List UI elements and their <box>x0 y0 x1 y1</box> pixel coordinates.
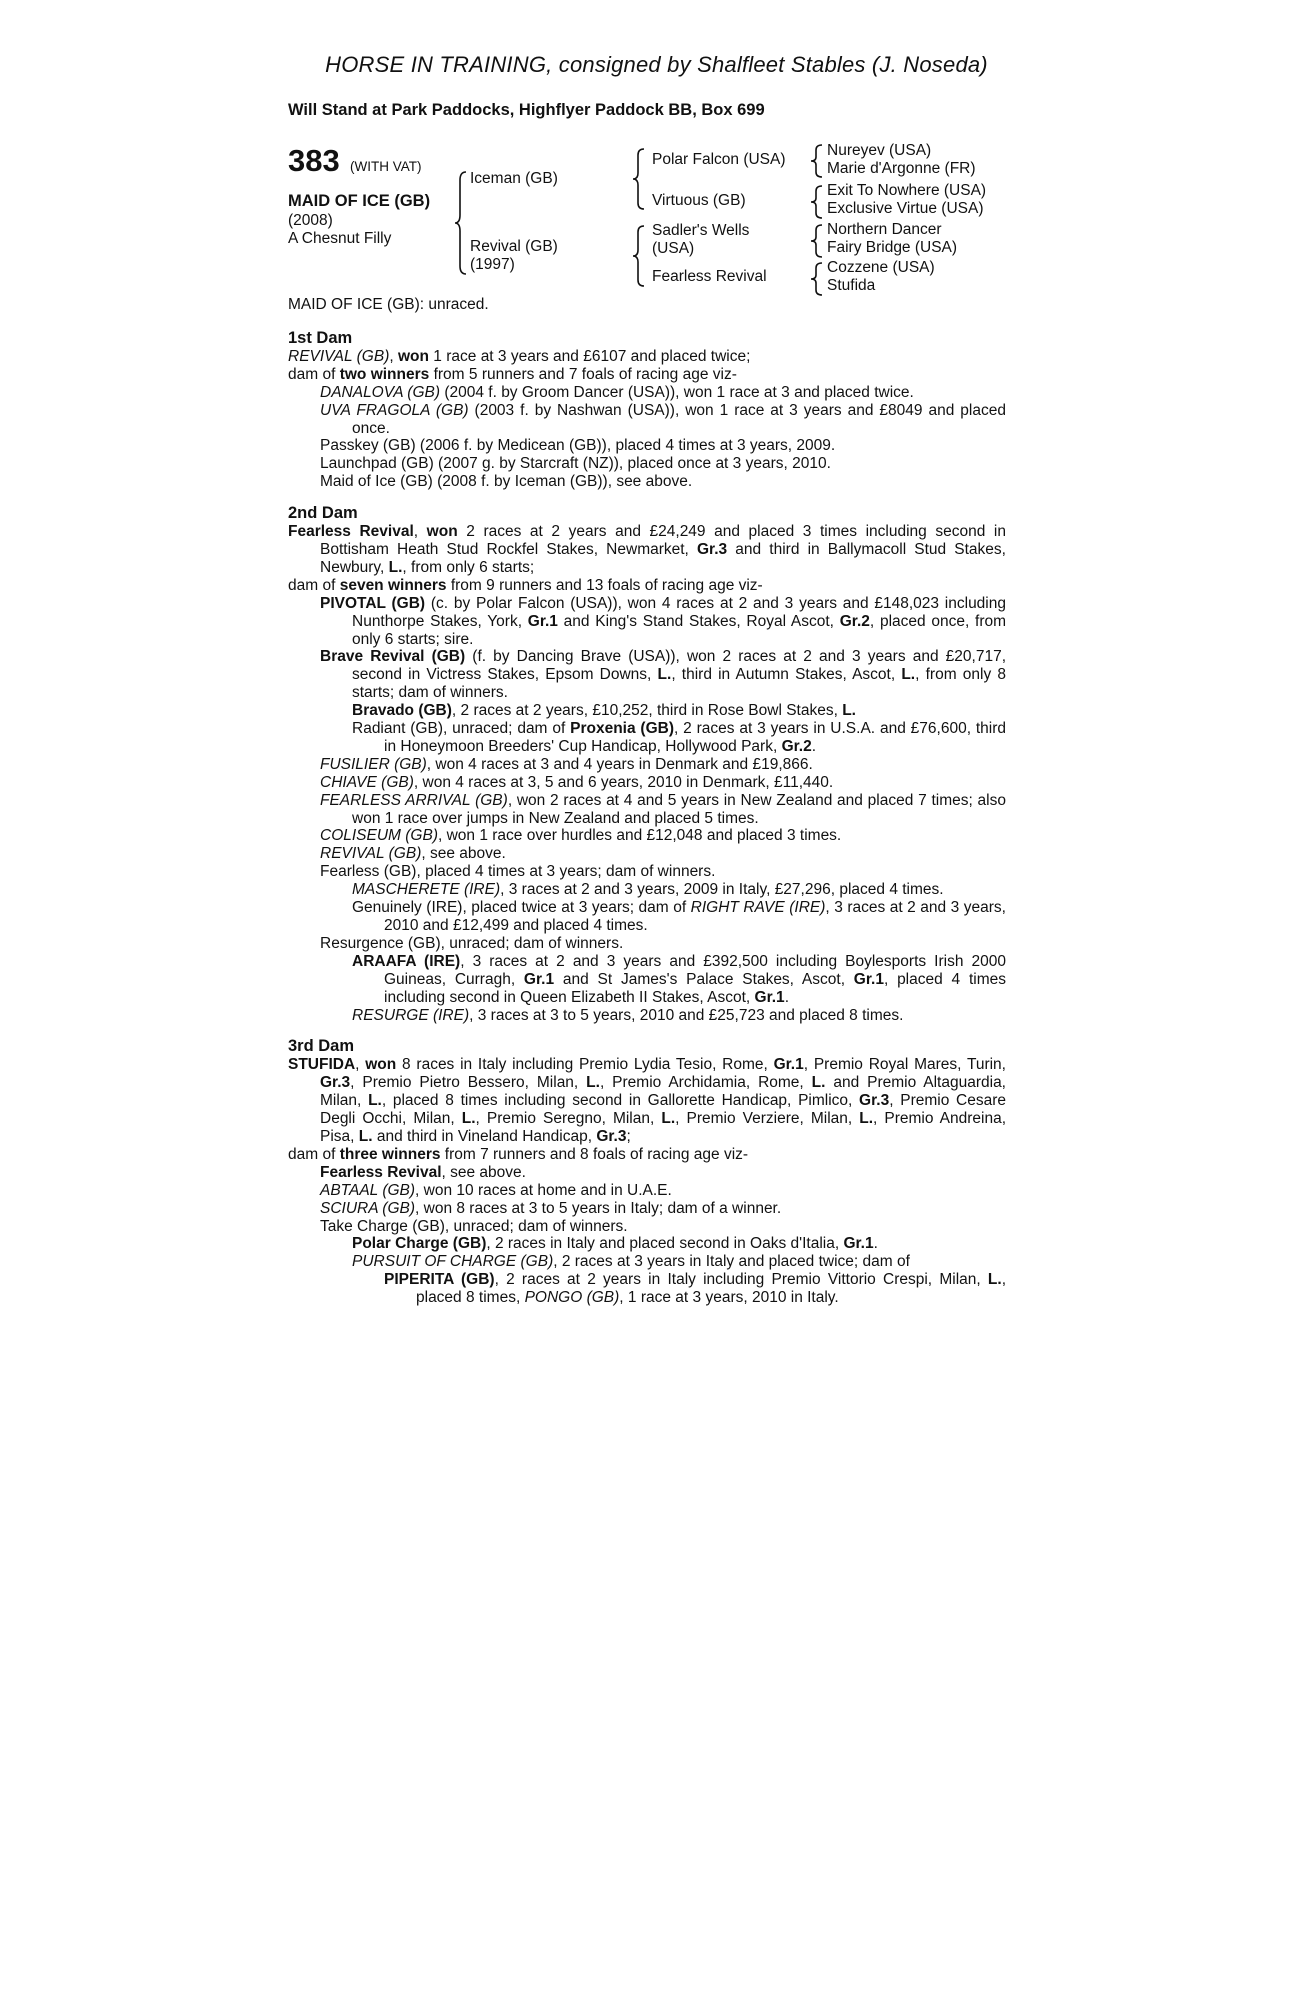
entry-text: ABTAAL (GB) <box>320 1181 416 1199</box>
entry-text: L. <box>842 702 856 720</box>
entry-text: , won 4 races at 3 and 4 years in Denmark and £19,866. <box>426 755 813 773</box>
entry-text: ; <box>626 1127 631 1145</box>
pedigree-dam-dam: Fearless Revival <box>652 268 767 285</box>
pedigree-dss: Northern Dancer <box>827 221 942 238</box>
entry-text: L. <box>586 1074 600 1092</box>
pedigree-entry <box>288 523 1006 577</box>
pedigree-entry <box>288 1218 1006 1236</box>
entry-text: , Premio Royal Mares, Turin, <box>803 1056 1006 1074</box>
entry-text: Gr.2 <box>781 737 812 755</box>
entry-text: PURSUIT OF CHARGE (GB) <box>352 1253 554 1271</box>
pedigree-entry <box>288 720 1006 756</box>
pedigree-entry <box>288 473 1006 491</box>
entry-text: (2004 f. by Groom Dancer (USA)), won 1 race at 3 and placed twice. <box>440 383 914 401</box>
entry-text: , placed once, from only 6 starts; sire. <box>352 612 1007 648</box>
pedigree-entry <box>288 1007 1006 1025</box>
entry-text: , 2 races at 2 years, £10,252, third in Rose Bowl Stakes, <box>451 702 843 720</box>
pedigree-entry <box>288 702 1006 720</box>
entry-text: , won 8 races at 3 to 5 years in Italy; dam of a winner. <box>415 1199 782 1217</box>
entry-text: Fearless Revival <box>288 523 414 541</box>
entry-text: FEARLESS ARRIVAL (GB) <box>320 791 508 809</box>
entry-text: RIGHT RAVE (IRE) <box>690 899 826 917</box>
consignor-header: HORSE IN TRAINING, consigned by Shalfleet Stables (J. Noseda) <box>325 52 988 77</box>
brace-4a <box>810 143 824 179</box>
pedigree-entry <box>288 577 1006 595</box>
pedigree-ssd: Marie d'Argonne (FR) <box>827 160 976 177</box>
entry-text: (2003 f. by Nashwan (USA)), won 1 race at 3 years and £8049 and placed once. <box>352 401 1006 437</box>
entry-text: L. <box>388 558 403 576</box>
entry-text: Maid of Ice (GB) (2008 f. by Iceman (GB)), see above. <box>320 473 693 491</box>
pedigree-entry <box>288 384 1006 402</box>
entry-text: DANALOVA (GB) <box>320 383 441 401</box>
entry-text: . <box>784 988 789 1006</box>
entry-text: COLISEUM (GB) <box>320 827 438 845</box>
brace-4d <box>810 261 824 297</box>
entry-text: Proxenia (GB) <box>570 720 675 738</box>
entry-text: , see above. <box>441 1163 526 1181</box>
vat-note: (WITH VAT) <box>350 159 422 174</box>
dam-line-brace <box>632 224 646 288</box>
entry-text: Gr.3 <box>859 1092 890 1110</box>
entry-text: , placed 8 times including second in Gallorette Handicap, Pimlico, <box>381 1092 860 1110</box>
pedigree-entry <box>288 1182 1006 1200</box>
entry-text: , Premio Seregno, Milan, <box>475 1110 662 1128</box>
entry-text: , 3 races at 3 to 5 years, 2010 and £25,723 and placed 8 times. <box>469 1006 904 1024</box>
entry-text: dam of <box>288 365 340 383</box>
entry-text: Fearless (GB), placed 4 times at 3 years; dam of winners. <box>320 863 716 881</box>
pedigree-entry <box>288 595 1006 649</box>
pedigree-dds: Cozzene (USA) <box>827 259 935 276</box>
entry-text: L. <box>461 1110 476 1128</box>
entry-text: Gr.1 <box>843 1235 874 1253</box>
entry-text: UVA FRAGOLA (GB) <box>320 401 469 419</box>
lot-name: MAID OF ICE (GB) <box>288 192 431 210</box>
entry-text: Brave Revival (GB) <box>320 648 466 666</box>
entry-text: SCIURA (GB) <box>320 1199 416 1217</box>
entry-text: , <box>355 1056 366 1074</box>
entry-text: Radiant (GB), unraced; dam of <box>352 720 571 738</box>
entry-text: Gr.3 <box>320 1074 351 1092</box>
entry-text: REVIVAL (GB) <box>288 347 390 365</box>
pedigree-entry <box>288 774 1006 792</box>
entry-text: L. <box>368 1092 382 1110</box>
pedigree-sss: Nureyev (USA) <box>827 142 932 159</box>
entry-text: , see above. <box>421 845 506 863</box>
pedigree-dam-year: (1997) <box>470 256 515 273</box>
section-heading: 1st Dam <box>288 329 353 347</box>
entry-text: , 2 races at 2 years in Italy including Premio Vittorio Crespi, Milan, <box>494 1271 988 1289</box>
entry-text: Genuinely (IRE), placed twice at 3 years; dam of <box>352 899 691 917</box>
pedigree-entry <box>288 402 1006 438</box>
entry-text: PIVOTAL (GB) <box>320 594 426 612</box>
entry-text: , Premio Verziere, Milan, <box>675 1110 860 1128</box>
pedigree-entry <box>288 1200 1006 1218</box>
entry-text: , <box>389 347 398 365</box>
entry-text: , won 4 races at 3, 5 and 6 years, 2010 in Denmark, £11,440. <box>413 773 834 791</box>
entry-text: FUSILIER (GB) <box>320 755 427 773</box>
pedigree-entry <box>288 935 1006 953</box>
brace-4c <box>810 223 824 259</box>
pedigree-entry <box>288 881 1006 899</box>
entry-text: , placed 8 times, <box>416 1271 1007 1307</box>
brace-4b <box>810 184 824 220</box>
entry-text: won <box>426 523 458 541</box>
entry-text: Bravado (GB) <box>352 702 452 720</box>
entry-text: Passkey (GB) (2006 f. by Medicean (GB)), placed 4 times at 3 years, 2009. <box>320 437 836 455</box>
entry-text: STUFIDA <box>288 1056 356 1074</box>
entry-text: two winners <box>339 365 430 383</box>
pedigree-entry <box>288 953 1006 1007</box>
entry-text: L. <box>859 1110 874 1128</box>
entry-text: PONGO (GB) <box>524 1289 620 1307</box>
section-heading: 3rd Dam <box>288 1037 355 1056</box>
pedigree-entry <box>288 863 1006 881</box>
pedigree-sire-sire: Polar Falcon (USA) <box>652 151 786 168</box>
pedigree-entry <box>288 1056 1006 1146</box>
entry-text: REVIVAL (GB) <box>320 845 422 863</box>
entry-text: , won 2 races at 4 and 5 years in New Zealand and placed 7 times; also won 1 race over jumps in New Zealand and placed 5 times. <box>352 791 1006 827</box>
pedigree-entry <box>288 366 1006 384</box>
entry-text: . <box>811 737 817 755</box>
entry-text: Gr.3 <box>596 1127 627 1145</box>
pedigree-sdd: Exclusive Virtue (USA) <box>827 200 984 217</box>
entry-text: Resurgence (GB), unraced; dam of winners. <box>320 934 624 952</box>
entry-text: Take Charge (GB), unraced; dam of winners. <box>320 1217 628 1235</box>
entry-text: dam of <box>288 576 340 594</box>
entry-text: MASCHERETE (IRE) <box>352 881 501 899</box>
entry-text: (f. by Dancing Brave (USA)), won 2 races at 2 and 3 years and £20,717, second in Victress Stakes, Epsom Downs, <box>352 648 1006 684</box>
entry-text: Gr.2 <box>839 612 870 630</box>
entry-text: , Premio Cesare Degli Occhi, Milan, <box>320 1092 1007 1128</box>
entry-text: three winners <box>339 1145 441 1163</box>
entry-text: L. <box>987 1271 1002 1289</box>
pedigree-entry <box>288 899 1006 935</box>
pedigree-dsd: Fairy Bridge (USA) <box>827 239 958 256</box>
pedigree-entry <box>288 756 1006 774</box>
pedigree-sds: Exit To Nowhere (USA) <box>827 182 987 199</box>
pedigree-entry <box>288 455 1006 473</box>
entry-text: and third in Ballymacoll Stud Stakes, Newbury, <box>320 540 1006 576</box>
entry-text: , from only 8 starts; dam of winners. <box>352 666 1006 702</box>
entry-text: L. <box>811 1074 826 1092</box>
entry-text: L. <box>901 666 916 684</box>
entry-text: (c. by Polar Falcon (USA)), won 4 races at 2 and 3 years and £148,023 including Nunthorpe Stakes, York, <box>352 594 1006 630</box>
entry-text: and King's Stand Stakes, Royal Ascot, <box>557 612 840 630</box>
lot-year: (2008) <box>288 212 333 229</box>
entry-text: , 2 races at 3 years in U.S.A. and £76,600, third in Honeymoon Breeders' Cup Handicap, Hollywood Park, <box>384 720 1006 755</box>
pedigree-entry <box>288 1271 1006 1307</box>
pedigree-entry <box>288 348 1006 366</box>
entry-text: won <box>365 1056 397 1074</box>
race-record: MAID OF ICE (GB): unraced. <box>288 296 489 313</box>
entry-text: , placed 4 times including second in Queen Elizabeth II Stakes, Ascot, <box>384 970 1006 1006</box>
pedigree-entry <box>288 845 1006 863</box>
entry-text: dam of <box>288 1145 340 1163</box>
entry-text: Gr.1 <box>754 988 785 1006</box>
entry-text: RESURGE (IRE) <box>352 1006 470 1024</box>
entry-text: L. <box>661 1110 676 1128</box>
pedigree-entry <box>288 437 1006 455</box>
entry-text: Gr.1 <box>773 1056 804 1074</box>
entry-text: , 2 races in Italy and placed second in Oaks d'Italia, <box>486 1235 844 1253</box>
entry-text: 1 race at 3 years and £6107 and placed twice; <box>429 347 751 365</box>
entry-text: Gr.1 <box>853 970 884 988</box>
pedigree-ddd: Stufida <box>827 277 876 294</box>
section-heading: 2nd Dam <box>288 504 358 523</box>
entry-text: , won 10 races at home and in U.A.E. <box>415 1181 672 1199</box>
entry-text: PIPERITA (GB) <box>384 1271 495 1289</box>
entry-text: Polar Charge (GB) <box>352 1235 487 1253</box>
entry-text: , 3 races at 2 and 3 years, 2009 in Italy, £27,296, placed 4 times. <box>500 881 944 899</box>
entry-text: 8 races in Italy including Premio Lydia Tesio, Rome, <box>396 1056 774 1074</box>
stand-location: Will Stand at Park Paddocks, Highflyer Paddock BB, Box 699 <box>288 101 765 119</box>
pedigree-entry <box>288 1146 1006 1164</box>
pedigree-sire: Iceman (GB) <box>470 170 558 187</box>
entry-text: , 2 races at 3 years in Italy and placed twice; dam of <box>553 1253 910 1271</box>
entry-text: from 5 runners and 7 foals of racing age viz- <box>429 365 737 383</box>
entry-text: from 9 runners and 13 foals of racing age viz- <box>446 576 763 594</box>
sire-line-brace <box>632 147 646 211</box>
entry-text: 2 races at 2 years and £24,249 and placed 3 times including second in Bottisham Heath Stud Rockfel Stakes, Newmarket, <box>320 523 1006 558</box>
entry-text: , Premio Andreina, Pisa, <box>320 1110 1007 1145</box>
entry-text: and Premio Altaguardia, Milan, <box>320 1074 1006 1110</box>
entry-text: , third in Autumn Stakes, Ascot, <box>671 666 902 684</box>
pedigree-entry <box>288 1164 1006 1182</box>
pedigree-sire-dam: Virtuous (GB) <box>652 192 746 209</box>
pedigree-dam-sire: Sadler's Wells <box>652 222 750 239</box>
lot-description: A Chesnut Filly <box>288 230 392 247</box>
entry-text: , Premio Pietro Bessero, Milan, <box>350 1074 587 1092</box>
entry-text: . <box>873 1235 878 1253</box>
pedigree-entry <box>288 792 1006 828</box>
entry-text: , 3 races at 2 and 3 years, 2010 and £12,499 and placed 4 times. <box>384 899 1006 934</box>
produce-record <box>288 330 1006 1307</box>
sire-dam-brace <box>454 170 468 276</box>
entry-text: from 7 runners and 8 foals of racing age viz- <box>440 1145 749 1163</box>
entry-text: , from only 6 starts; <box>402 558 535 576</box>
entry-text: Launchpad (GB) (2007 g. by Starcraft (NZ)), placed once at 3 years, 2010. <box>320 455 831 473</box>
entry-text: ARAAFA (IRE) <box>352 952 461 970</box>
entry-text: and third in Vineland Handicap, <box>372 1127 597 1145</box>
entry-text: Gr.1 <box>523 970 555 988</box>
pedigree-dam: Revival (GB) <box>470 238 558 255</box>
entry-text: , won 1 race over hurdles and £12,048 and placed 3 times. <box>437 827 842 845</box>
entry-text: CHIAVE (GB) <box>320 773 414 791</box>
entry-text: seven winners <box>339 576 447 594</box>
pedigree-entry <box>288 648 1006 702</box>
entry-text: Gr.3 <box>697 540 728 558</box>
entry-text: L. <box>358 1127 373 1145</box>
lot-number: 383 <box>288 143 340 178</box>
entry-text: L. <box>657 666 672 684</box>
entry-text: and St James's Palace Stakes, Ascot, <box>554 970 854 988</box>
pedigree-entry <box>288 1253 1006 1271</box>
pedigree-entry <box>288 827 1006 845</box>
entry-text: , 3 races at 2 and 3 years and £392,500 including Boylesports Irish 2000 Guineas, Curragh, <box>384 952 1006 988</box>
entry-text: Gr.1 <box>527 612 558 630</box>
entry-text: Fearless Revival <box>320 1163 442 1181</box>
entry-text: , Premio Archidamia, Rome, <box>599 1074 812 1092</box>
entry-text: won <box>398 347 429 365</box>
pedigree-entry <box>288 1235 1006 1253</box>
pedigree-dam-sire-country: (USA) <box>652 240 695 257</box>
entry-text: , 1 race at 3 years, 2010 in Italy. <box>619 1289 839 1307</box>
entry-text: , <box>413 523 427 541</box>
